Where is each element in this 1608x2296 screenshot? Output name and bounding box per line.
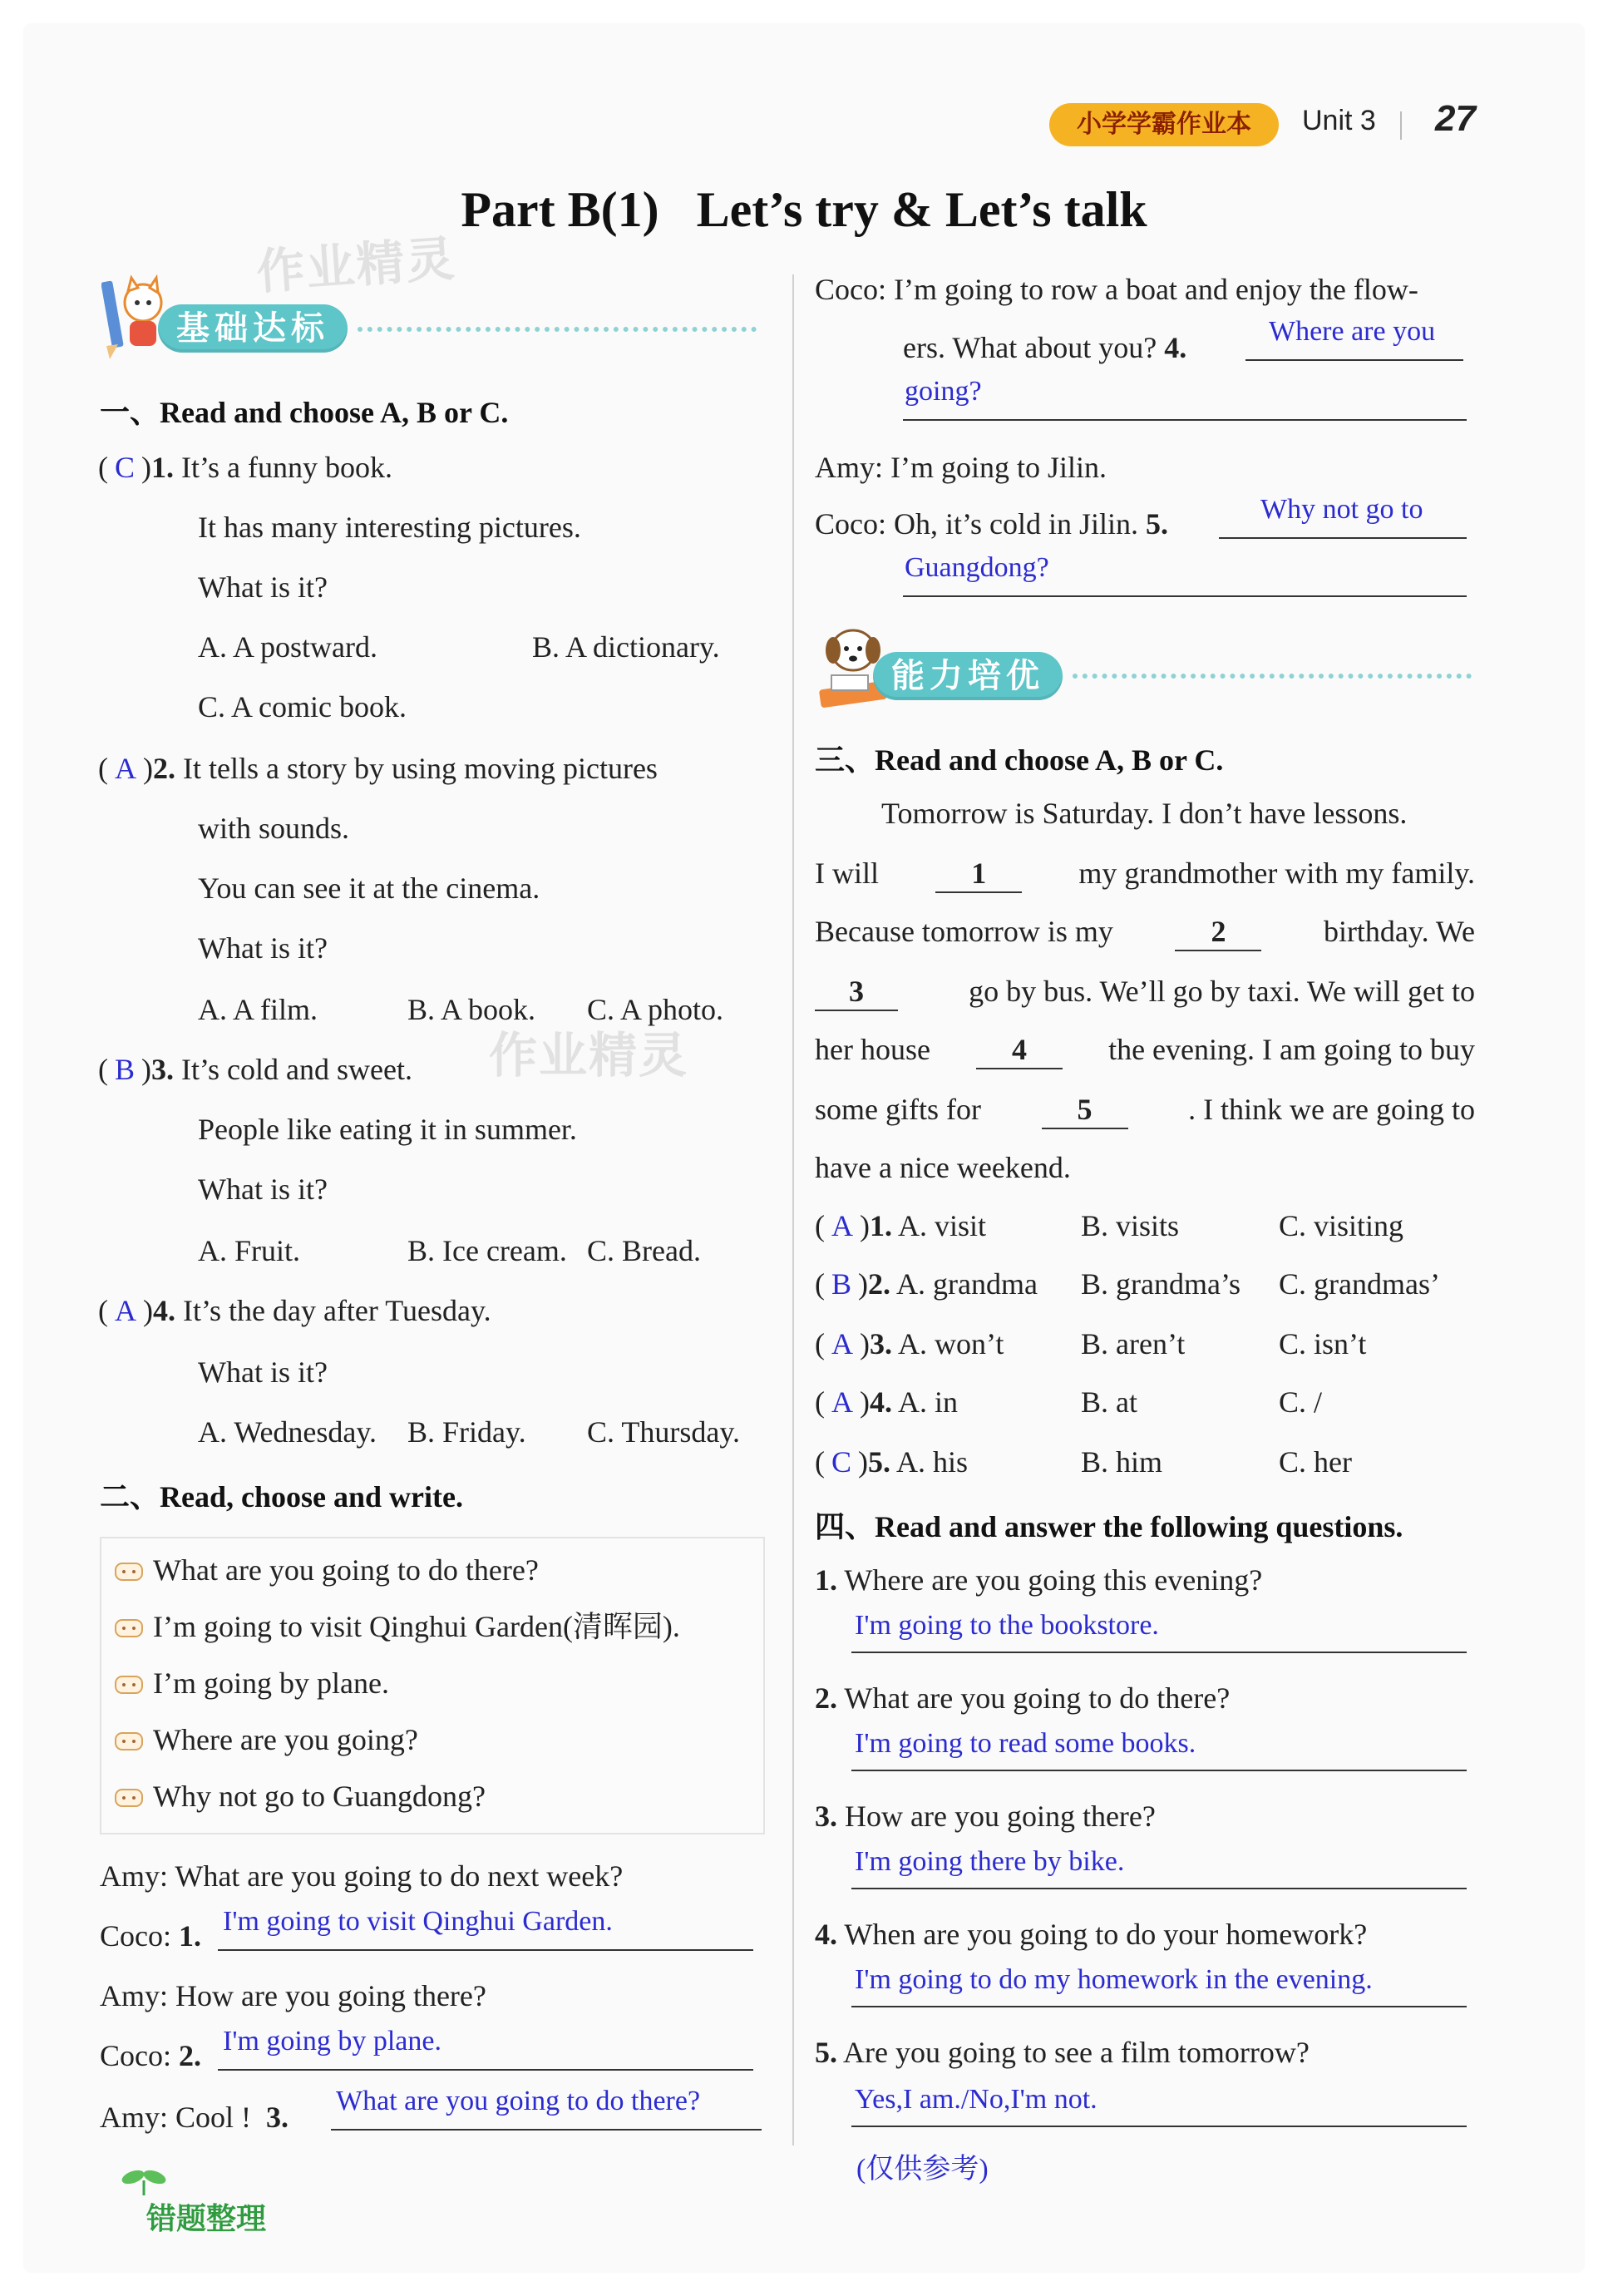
passage-line: some gifts for 5 . I think we are going to bbox=[815, 1091, 1475, 1129]
box-item: What are you going to do there? bbox=[113, 1552, 539, 1588]
q3-answer: B bbox=[115, 1053, 136, 1086]
q1-stem: ( C )1. It’s a funny book. bbox=[98, 451, 392, 484]
q1-number: 1. bbox=[151, 451, 175, 484]
q3-stem: ( B )3. It’s cold and sweet. bbox=[98, 1053, 412, 1086]
banner-ability-dots bbox=[1073, 674, 1472, 679]
s3-item-2-c: C. grandmas’ bbox=[1279, 1267, 1440, 1301]
dialogue-line: Coco: 1. bbox=[100, 1919, 201, 1953]
banner-basic-dots bbox=[358, 327, 757, 332]
s4-answer-4-line bbox=[851, 2006, 1467, 2007]
dialogue-line: Coco: I’m going to row a boat and enjoy the flow- bbox=[815, 273, 1418, 306]
q2-line2: You can see it at the cinema. bbox=[198, 871, 540, 905]
q1-line3: What is it? bbox=[198, 570, 328, 604]
q4-option-b: B. Friday. bbox=[407, 1415, 526, 1449]
s4-answer-5: Yes,I am./No,I'm not. bbox=[855, 2084, 1097, 2115]
box-item: I’m going to visit Qinghui Garden(清晖园). bbox=[113, 1608, 680, 1645]
q4-option-c: C. Thursday. bbox=[587, 1415, 740, 1449]
blank-4: 4 bbox=[976, 1031, 1063, 1069]
section2-heading: 二、Read, choose and write. bbox=[100, 1480, 463, 1513]
q4-stem: ( A )4. It’s the day after Tuesday. bbox=[98, 1294, 491, 1327]
header-separator bbox=[1400, 111, 1402, 140]
q1-option-a: A. A postward. bbox=[198, 630, 377, 664]
q1-option-c: C. A comic book. bbox=[198, 690, 407, 723]
q3-line2: People like eating it in summer. bbox=[198, 1113, 577, 1146]
cat-face-icon bbox=[113, 1617, 145, 1638]
s3-item-3-b: B. aren’t bbox=[1081, 1327, 1186, 1360]
q2-stem: ( A )2. It tells a story by using moving pictures bbox=[98, 752, 658, 785]
s4-answer-3: I'm going there by bike. bbox=[855, 1846, 1125, 1877]
box-item: Where are you going? bbox=[113, 1721, 418, 1758]
cat-face-icon bbox=[113, 1786, 145, 1808]
box-item: Why not go to Guangdong? bbox=[113, 1778, 486, 1815]
s3-item-2-b: B. grandma’s bbox=[1081, 1267, 1241, 1301]
q3-option-c: C. Bread. bbox=[587, 1234, 701, 1267]
box-item: I’m going by plane. bbox=[113, 1665, 389, 1701]
reference-note: (仅供参考) bbox=[856, 2154, 989, 2185]
s4-answer-1-line bbox=[851, 1652, 1467, 1653]
answer-5b-line bbox=[903, 595, 1467, 597]
q1-option-b: B. A dictionary. bbox=[532, 630, 720, 664]
passage-line: her house 4 the evening. I am going to buy bbox=[815, 1031, 1475, 1069]
q4-option-a: A. Wednesday. bbox=[198, 1415, 377, 1449]
q2-number: 2. bbox=[153, 752, 175, 785]
section3-heading: 三、Read and choose A, B or C. bbox=[815, 743, 1224, 777]
dialogue-line: Coco: Oh, it’s cold in Jilin. 5. bbox=[815, 507, 1169, 541]
passage-line: Because tomorrow is my 2 birthday. We bbox=[815, 913, 1475, 951]
answer-1: I'm going to visit Qinghui Garden. bbox=[223, 1906, 613, 1937]
dialogue-line: Amy: I’m going to Jilin. bbox=[815, 451, 1107, 484]
q2-option-b: B. A book. bbox=[407, 993, 536, 1026]
cat-face-icon bbox=[113, 1560, 145, 1582]
answer-1-line bbox=[218, 1949, 753, 1951]
q2-answer: A bbox=[115, 752, 136, 785]
s3-item-5: ( C )5. A. his bbox=[815, 1445, 969, 1479]
q1-answer: C bbox=[115, 451, 136, 484]
q3-number: 3. bbox=[151, 1053, 175, 1086]
s3-item-3: ( A )3. A. won’t bbox=[815, 1327, 1004, 1360]
page-title: Part B(1) Let’s try & Let’s talk bbox=[461, 182, 1147, 237]
s4-answer-5-line bbox=[851, 2126, 1467, 2127]
s4-answer-1: I'm going to the bookstore. bbox=[855, 1610, 1159, 1641]
cat-face-icon bbox=[113, 1730, 145, 1751]
s3-item-4-c: C. / bbox=[1279, 1385, 1323, 1419]
answer-4a: Where are you bbox=[1269, 316, 1436, 347]
q4-line3: What is it? bbox=[198, 1355, 328, 1389]
cat-face-icon bbox=[113, 1673, 145, 1695]
dialogue-line: Amy: Cool ! 3. bbox=[100, 2101, 289, 2134]
column-divider bbox=[792, 274, 794, 2145]
answer-5a-line bbox=[1219, 537, 1467, 539]
answer-3-line bbox=[331, 2129, 762, 2131]
blank-1: 1 bbox=[935, 855, 1022, 893]
s4-answer-2-line bbox=[851, 1770, 1467, 1771]
passage-line: Tomorrow is Saturday. I don’t have lessons. bbox=[881, 797, 1408, 830]
watermark-middle: 作业精灵 bbox=[489, 1027, 689, 1084]
q1-line1: It’s a funny book. bbox=[181, 451, 392, 484]
q4-answer: A bbox=[115, 1294, 136, 1327]
s3-item-4: ( A )4. A. in bbox=[815, 1385, 959, 1419]
q2-option-c: C. A photo. bbox=[587, 993, 724, 1026]
q4-line1: It’s the day after Tuesday. bbox=[183, 1294, 491, 1327]
s3-item-2: ( B )2. A. grandma bbox=[815, 1267, 1038, 1301]
pencil-cat-icon bbox=[101, 273, 168, 359]
answer-4a-line bbox=[1245, 359, 1463, 361]
s4-question-2: 2. What are you going to do there? bbox=[815, 1681, 1231, 1715]
blank-2: 2 bbox=[1175, 913, 1261, 951]
q4-number: 4. bbox=[153, 1294, 175, 1327]
dialogue-line: ers. What about you? 4. bbox=[903, 331, 1187, 364]
answer-2: I'm going by plane. bbox=[223, 2026, 441, 2057]
passage-line: 3 go by bus. We’ll go by taxi. We will get to bbox=[815, 973, 1475, 1011]
s3-item-5-c: C. her bbox=[1279, 1445, 1352, 1479]
dialogue-line: Amy: What are you going to do next week? bbox=[100, 1859, 624, 1893]
s3-item-1-b: B. visits bbox=[1081, 1209, 1180, 1242]
q2-line1: It tells a story by using moving pictures bbox=[183, 752, 658, 785]
section1-heading: 一、Read and choose A, B or C. bbox=[100, 396, 509, 429]
s4-question-5: 5. Are you going to see a film tomorrow? bbox=[815, 2036, 1310, 2069]
s4-answer-4: I'm going to do my homework in the evening. bbox=[855, 1964, 1373, 1995]
s4-question-3: 3. How are you going there? bbox=[815, 1800, 1156, 1833]
unit-label: Unit 3 bbox=[1302, 105, 1376, 136]
passage-line: I will 1 my grandmother with my family. bbox=[815, 855, 1475, 893]
q3-line3: What is it? bbox=[198, 1173, 328, 1206]
answer-3: What are you going to do there? bbox=[336, 2086, 701, 2116]
answer-2-line bbox=[218, 2069, 753, 2071]
q3-option-b: B. Ice cream. bbox=[407, 1234, 567, 1267]
answer-5b: Guangdong? bbox=[905, 552, 1049, 583]
page-number: 27 bbox=[1435, 98, 1476, 139]
answer-4b-line bbox=[903, 419, 1467, 421]
book-name-badge: 小学学霸作业本 bbox=[1049, 103, 1279, 146]
q3-option-a: A. Fruit. bbox=[198, 1234, 301, 1267]
s4-question-4: 4. When are you going to do your homework? bbox=[815, 1918, 1368, 1951]
banner-basic: 基础达标 bbox=[158, 304, 348, 353]
s4-question-1: 1. Where are you going this evening? bbox=[815, 1563, 1263, 1597]
blank-5: 5 bbox=[1042, 1091, 1128, 1129]
banner-ability: 能力培优 bbox=[873, 652, 1063, 700]
sprout-icon bbox=[116, 2167, 171, 2195]
s4-answer-3-line bbox=[851, 1888, 1467, 1889]
s3-item-1: ( A )1. A. visit bbox=[815, 1209, 987, 1242]
s4-answer-2: I'm going to read some books. bbox=[855, 1728, 1196, 1759]
watermark-top: 作业精灵 bbox=[254, 230, 458, 301]
blank-3: 3 bbox=[815, 973, 898, 1011]
s3-item-1-c: C. visiting bbox=[1279, 1209, 1404, 1242]
dialogue-line: Amy: How are you going there? bbox=[100, 1979, 486, 2012]
q3-line1: It’s cold and sweet. bbox=[181, 1053, 412, 1086]
s3-item-4-b: B. at bbox=[1081, 1385, 1137, 1419]
footer-label: 错题整理 bbox=[146, 2202, 267, 2236]
answer-4b: going? bbox=[905, 376, 982, 407]
q2-option-a: A. A film. bbox=[198, 993, 318, 1026]
q2-line1b: with sounds. bbox=[198, 812, 350, 845]
dialogue-line: Coco: 2. bbox=[100, 2039, 201, 2072]
section4-heading: 四、Read and answer the following questions. bbox=[815, 1510, 1403, 1543]
q2-line3: What is it? bbox=[198, 931, 328, 965]
passage-line: have a nice weekend. bbox=[815, 1151, 1071, 1184]
answer-5a: Why not go to bbox=[1260, 494, 1423, 525]
s3-item-5-b: B. him bbox=[1081, 1445, 1163, 1479]
s3-item-3-c: C. isn’t bbox=[1279, 1327, 1367, 1360]
q1-line2: It has many interesting pictures. bbox=[198, 511, 581, 544]
